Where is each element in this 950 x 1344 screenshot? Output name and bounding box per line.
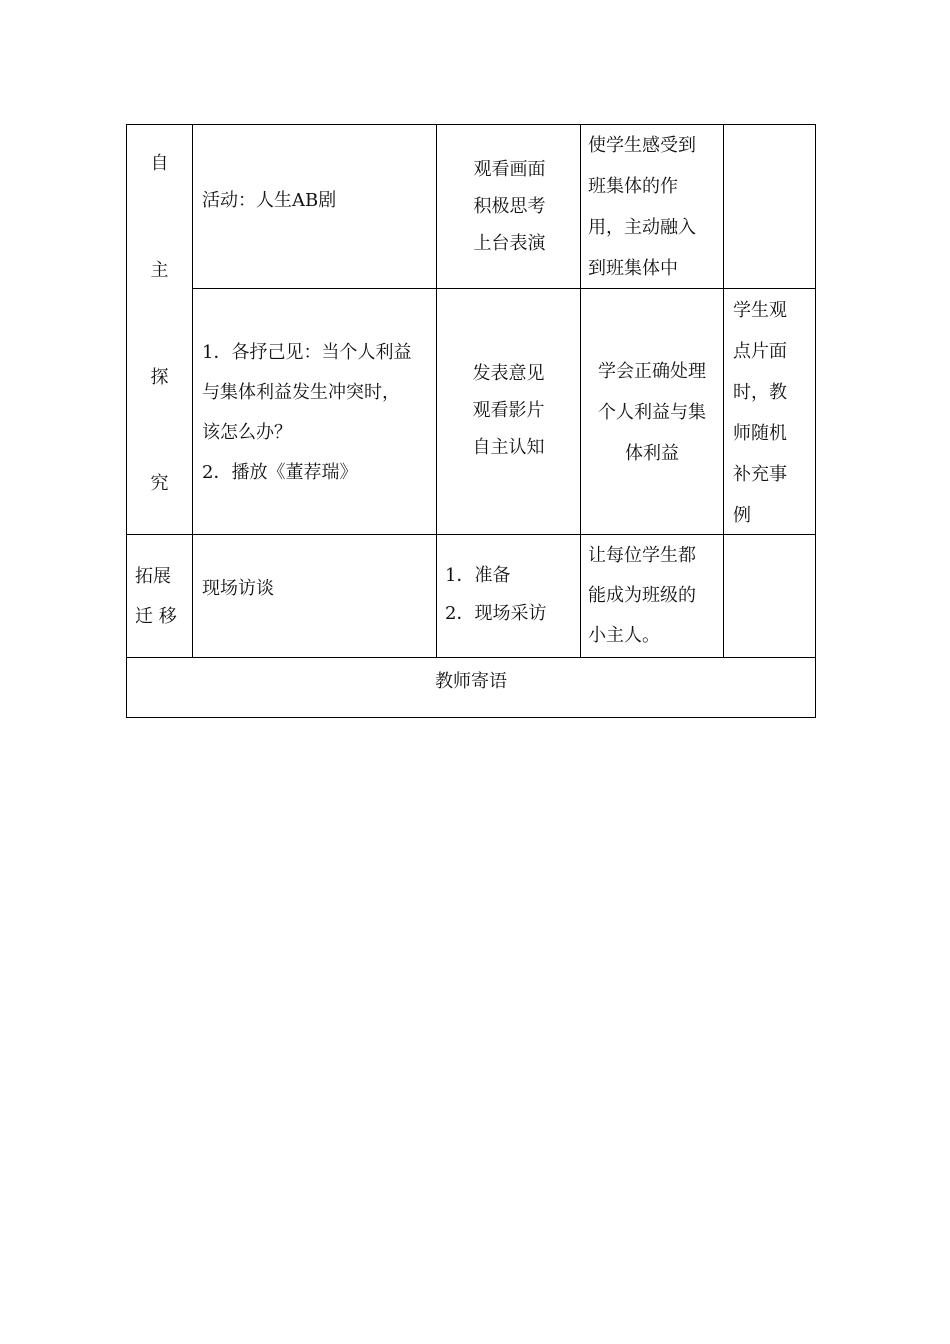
row-divider-3 [126, 657, 816, 658]
row-divider-2 [126, 534, 816, 535]
section-label-char: 究 [150, 473, 169, 494]
section-label-char: 自 [150, 153, 169, 174]
table-border-bottom [126, 717, 816, 718]
table-border-left [126, 124, 127, 718]
section-label-char: 主 [150, 260, 169, 281]
row2-note: 学生观 点片面 时，教 师随机 补充事 例 [733, 300, 787, 526]
col-divider-1 [192, 124, 193, 658]
table-border-right [815, 124, 816, 718]
row1-student-activity: 观看画面 积极思考 上台表演 [473, 159, 546, 254]
extend-student-activity: 1．准备 2．现场采访 [445, 565, 547, 624]
row1-content-cell [202, 125, 432, 288]
row2-content: 1．各抒己见：当个人利益 与集体利益发生冲突时， 该怎么办？ 2．播放《董荐瑞》 [202, 342, 412, 483]
footer-teacher-message: 教师寄语 [435, 671, 507, 692]
col-divider-4 [723, 124, 724, 658]
row2-intent: 学会正确处理 个人利益与集 体利益 [598, 361, 706, 464]
row1-intent: 使学生感受到 班集体的作 用，主动融入 到班集体中 [588, 135, 696, 279]
extend-intent: 让每位学生都 能成为班级的 小主人。 [588, 545, 696, 646]
extend-content: 现场访谈 [202, 578, 274, 599]
row1-content-text: 活动：人生AB剧 [202, 189, 337, 211]
section-label-extend: 拓展 迁 移 [135, 566, 177, 627]
section-label-char: 探 [150, 367, 169, 388]
row2-student-activity: 发表意见 观看影片 自主认知 [472, 363, 545, 458]
